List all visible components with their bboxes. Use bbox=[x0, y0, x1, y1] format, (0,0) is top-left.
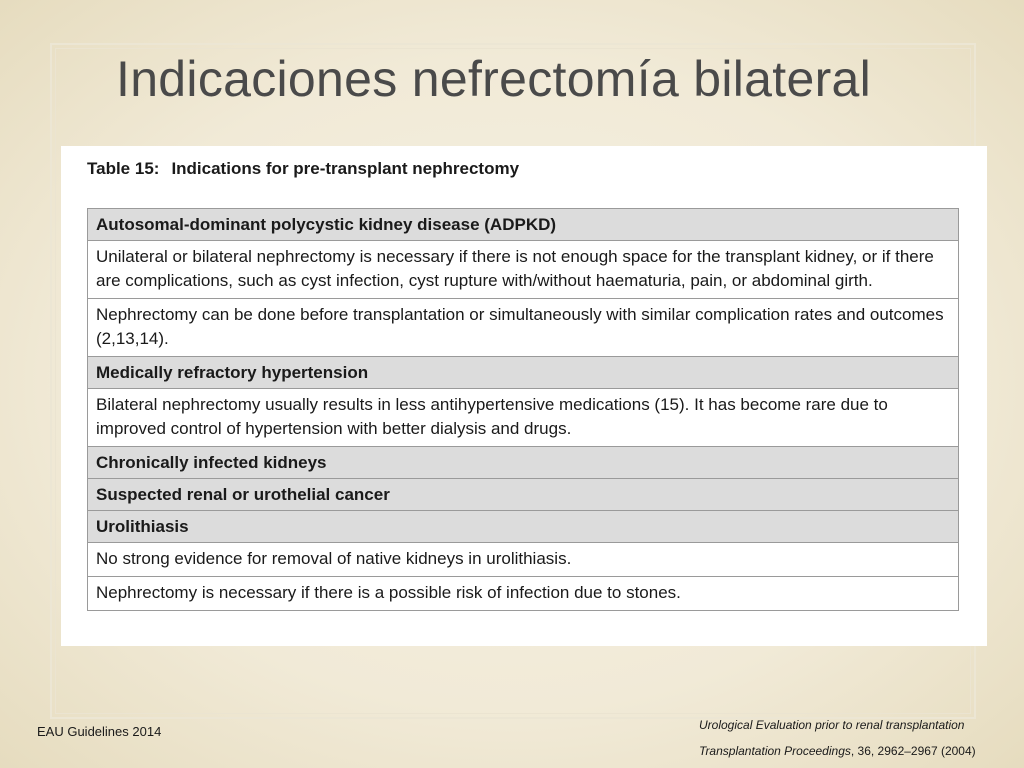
footer-reference-title: Urological Evaluation prior to renal transplantation bbox=[699, 718, 965, 732]
table-row bbox=[88, 299, 959, 357]
table-image bbox=[61, 146, 987, 646]
footer-reference-journal: Transplantation Proceedings bbox=[699, 744, 851, 758]
table-caption-text: Indications for pre-transplant nephrectomy bbox=[171, 159, 520, 178]
section-header-urolithiasis: Urolithiasis bbox=[88, 511, 959, 543]
table-row-section bbox=[88, 479, 959, 511]
table-row bbox=[88, 389, 959, 447]
slide-title: Indicaciones nefrectomía bilateral bbox=[116, 51, 872, 107]
table-row bbox=[88, 543, 959, 577]
table-row-section bbox=[88, 209, 959, 241]
table-caption-number: Table 15: bbox=[87, 159, 160, 178]
table-cell: No strong evidence for removal of native kidneys in urolithiasis. bbox=[88, 543, 959, 577]
table-caption bbox=[87, 159, 519, 179]
table-cell: Bilateral nephrectomy usually results in less antihypertensive medications (15). It has become rare due to improved control of hypertension with better dialysis and drugs. bbox=[88, 389, 959, 447]
footer-source: EAU Guidelines 2014 bbox=[37, 724, 162, 739]
indications-table bbox=[87, 208, 959, 611]
table-row-section bbox=[88, 511, 959, 543]
table-cell: Nephrectomy is necessary if there is a possible risk of infection due to stones. bbox=[88, 577, 959, 611]
table-row bbox=[88, 241, 959, 299]
table-cell: Nephrectomy can be done before transplantation or simultaneously with similar complication rates and outcomes (2,13,14). bbox=[88, 299, 959, 357]
section-header-adpkd: Autosomal-dominant polycystic kidney disease (ADPKD) bbox=[88, 209, 959, 241]
table-cell: Unilateral or bilateral nephrectomy is necessary if there is not enough space for the transplant kidney, or if there are complications, such as cyst infection, cyst rupture with/without haematuria, pain, or abdominal girth. bbox=[88, 241, 959, 299]
footer-reference-details: , 36, 2962–2967 (2004) bbox=[850, 744, 976, 758]
table-row-section bbox=[88, 357, 959, 389]
section-header-cancer: Suspected renal or urothelial cancer bbox=[88, 479, 959, 511]
section-header-infected-kidneys: Chronically infected kidneys bbox=[88, 447, 959, 479]
footer-reference-citation bbox=[699, 744, 976, 758]
table-row bbox=[88, 577, 959, 611]
table-row-section bbox=[88, 447, 959, 479]
section-header-hypertension: Medically refractory hypertension bbox=[88, 357, 959, 389]
